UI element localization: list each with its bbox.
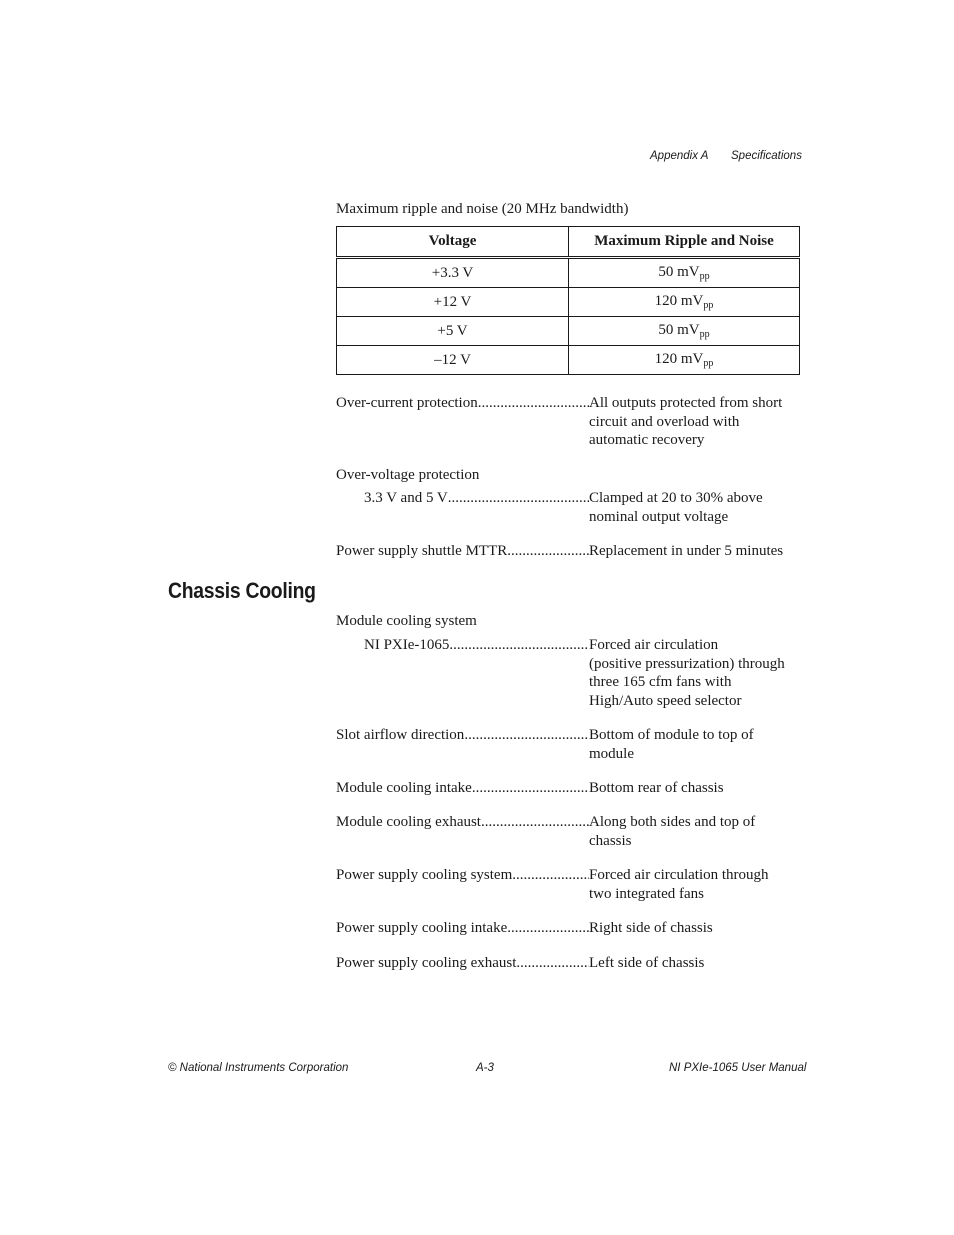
ripple-cell: 50 $mV_{pp}$ (569, 317, 800, 346)
spec-module-exhaust (336, 813, 800, 850)
table-row (337, 317, 800, 346)
section-title-chassis-cooling: Chassis Cooling (168, 578, 316, 603)
spec-label: Power supply cooling exhaust (336, 955, 517, 971)
spec-slot-airflow (336, 726, 800, 763)
spec-value: Forced air circulation (positive pressurization) through three 165 cfm fans with High/Auto speed selector (589, 637, 785, 709)
spec-label: Slot airflow direction (336, 727, 465, 743)
spec-label: Module cooling intake (336, 780, 472, 796)
spec-overvoltage-heading: Over-voltage protection (336, 467, 480, 483)
spec-ps-cooling-system (336, 866, 800, 903)
table-row (337, 288, 800, 317)
table-header-row (337, 227, 800, 258)
spec-module-intake (336, 779, 800, 798)
spec-value: Along both sides and top of chassis (589, 814, 756, 849)
spec-overvoltage (336, 489, 800, 526)
spec-ps-intake (336, 919, 800, 938)
spec-overcurrent (336, 394, 800, 450)
spec-label: 3.3 V and 5 V (364, 490, 448, 506)
ripple-caption: Maximum ripple and noise (20 MHz bandwidth) (336, 201, 629, 217)
spec-value: Replacement in under 5 minutes (589, 543, 784, 559)
spec-mttr (336, 542, 800, 561)
ripple-cell: 120 $mV_{pp}$ (569, 346, 800, 375)
spec-label: Module cooling exhaust (336, 814, 481, 830)
spec-label: Power supply shuttle MTTR (336, 543, 508, 559)
spec-module-cooling-system (336, 636, 800, 710)
spec-value: Left side of chassis (589, 955, 705, 971)
ripple-table (336, 226, 800, 375)
spec-value: All outputs protected from short circuit and overload with automatic recovery (589, 395, 783, 449)
spec-value: Right side of chassis (589, 920, 713, 936)
table-row (337, 258, 800, 288)
spec-value: Forced air circulation through two integrated fans (589, 867, 769, 902)
table-row (337, 346, 800, 375)
voltage-cell: +3.3 V (337, 258, 569, 288)
voltage-cell: +12 V (337, 288, 569, 317)
footer-copyright: © National Instruments Corporation (168, 1062, 349, 1074)
spec-label: Power supply cooling intake (336, 920, 508, 936)
header-appendix: Appendix A (650, 150, 709, 162)
column-header-ripple: Maximum Ripple and Noise (569, 227, 800, 258)
footer-manual-title: NI PXIe-1065 User Manual (669, 1062, 807, 1074)
ripple-cell: 120 $mV_{pp}$ (569, 288, 800, 317)
ripple-cell: 50 $mV_{pp}$ (569, 258, 800, 288)
spec-label: Over-current protection (336, 395, 478, 411)
spec-ps-exhaust (336, 954, 800, 973)
header-section: Specifications (731, 150, 802, 162)
footer-page-number: A-3 (476, 1062, 494, 1074)
spec-value: Bottom of module to top of module (589, 727, 754, 762)
spec-label: Power supply cooling system (336, 867, 513, 883)
spec-label: NI PXIe-1065 (364, 637, 450, 653)
spec-value: Bottom rear of chassis (589, 780, 724, 796)
spec-module-cooling-heading: Module cooling system (336, 613, 477, 629)
spec-value: Clamped at 20 to 30% above nominal output voltage (589, 490, 763, 525)
voltage-cell: –12 V (337, 346, 569, 375)
column-header-voltage: Voltage (337, 227, 569, 258)
voltage-cell: +5 V (337, 317, 569, 346)
